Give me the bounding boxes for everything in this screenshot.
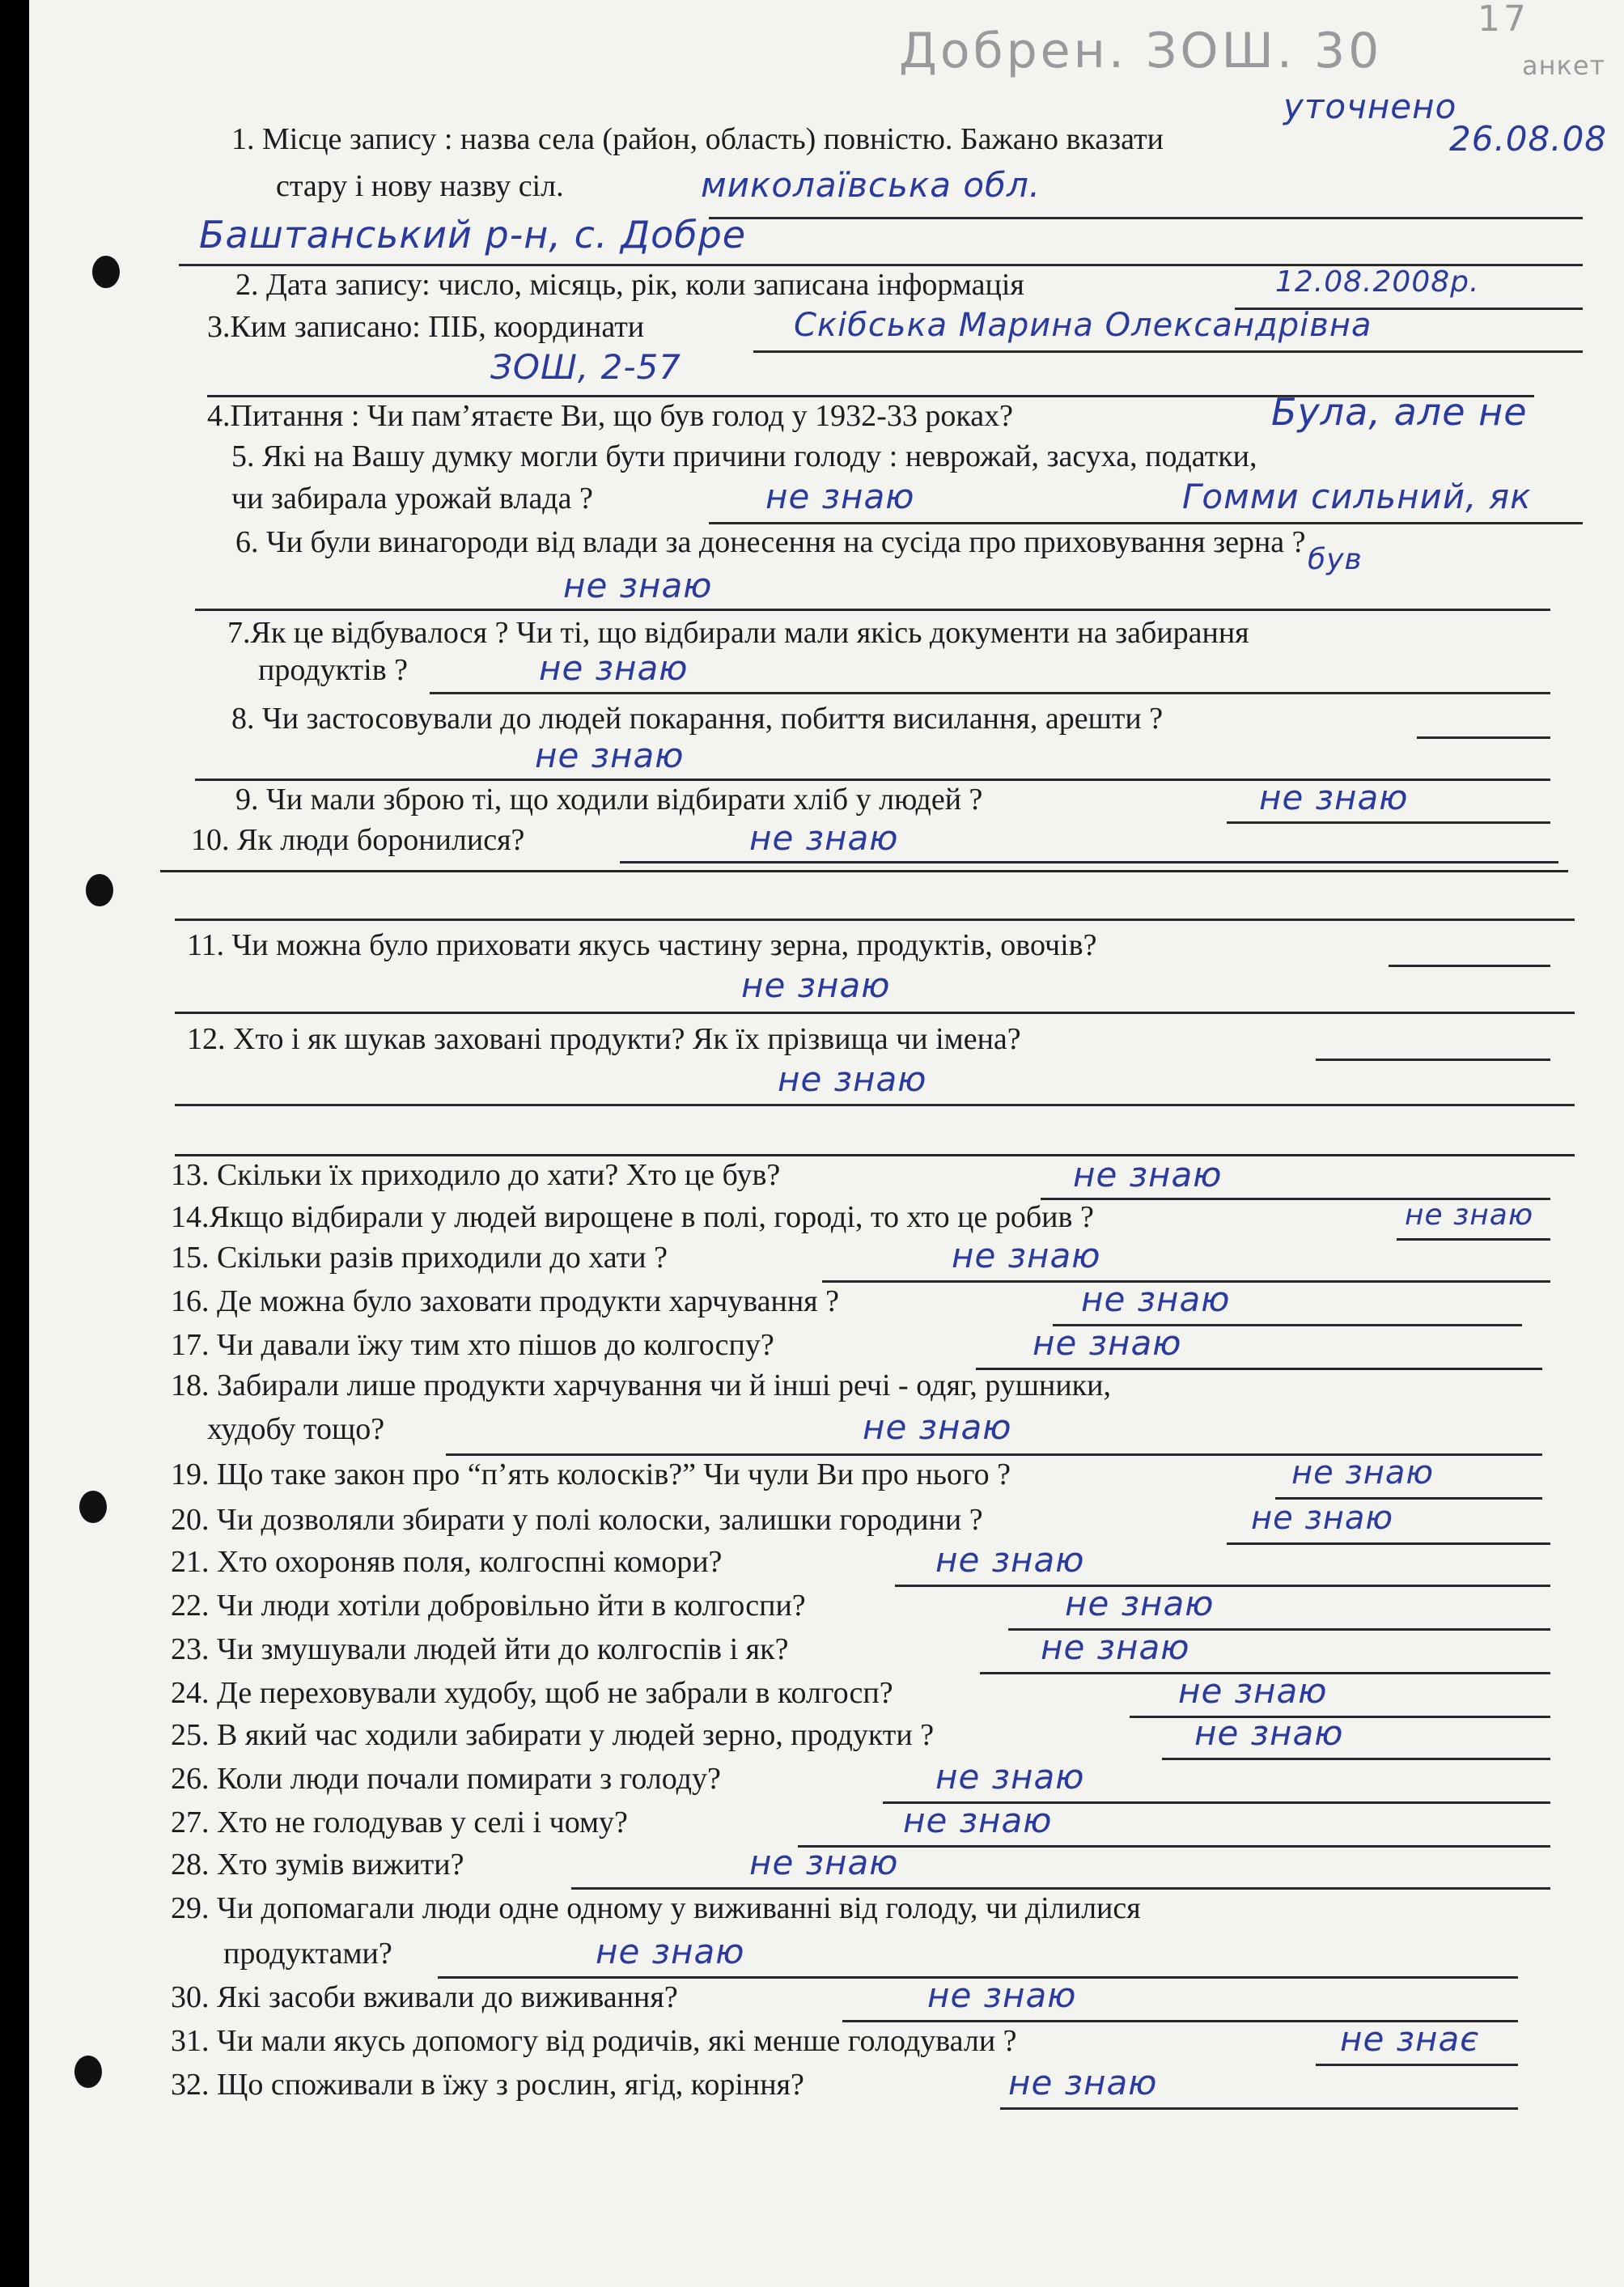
question-30: 30. Які засоби вживали до виживання? xyxy=(171,1980,678,2014)
answer-line xyxy=(1316,2064,1518,2066)
answer-line xyxy=(175,1012,1575,1014)
verified-label: уточнено xyxy=(1283,87,1457,126)
answer-recorder: Скібська Марина Олександрівна xyxy=(794,307,1372,344)
answer-line xyxy=(1227,1542,1550,1545)
question-29-cont: продуктами? xyxy=(223,1937,392,1971)
answer-q5: не знаю xyxy=(765,477,915,516)
answer-date: 12.08.2008р. xyxy=(1275,265,1480,299)
answer-recorder-contact: ЗОШ, 2-57 xyxy=(490,347,681,387)
answer-q6: не знаю xyxy=(563,566,713,605)
answer-line xyxy=(160,870,1568,872)
question-7-cont: продуктів ? xyxy=(258,653,409,687)
question-22: 22. Чи люди хотіли добровільно йти в колгоспи? xyxy=(171,1589,806,1623)
punch-hole xyxy=(79,1491,107,1523)
question-21: 21. Хто охороняв поля, колгоспні комори? xyxy=(171,1545,723,1579)
archive-code: Добрен. ЗОШ. 30 xyxy=(899,23,1383,79)
punch-hole xyxy=(74,2056,102,2088)
question-12: 12. Хто і як шукав заховані продукти? Як їх прізвища чи імена? xyxy=(187,1022,1021,1056)
question-7: 7.Як це відбувалося ? Чи ті, що відбирали мали якісь документи на забирання xyxy=(227,616,1249,650)
question-28: 28. Хто зумів вижити? xyxy=(171,1848,464,1882)
question-10: 10. Як люди боронилися? xyxy=(191,823,525,857)
answer-q18: не знаю xyxy=(863,1407,1012,1447)
question-25: 25. В який час ходили забирати у людей зерно, продукти ? xyxy=(171,1718,935,1752)
answer-region: миколаївська обл. xyxy=(701,165,1041,205)
answer-q16: не знаю xyxy=(1081,1279,1231,1319)
answer-q5-extra: Гомми сильний, як xyxy=(1182,477,1532,516)
answer-line xyxy=(753,350,1583,353)
answer-q11: не знаю xyxy=(741,965,891,1005)
answer-line xyxy=(1000,2107,1518,2110)
question-4: 4.Питання : Чи пам’ятаєте Ви, що був голод у 1932-33 роках? xyxy=(207,399,1013,433)
answer-q10: не знаю xyxy=(749,818,899,858)
answer-line xyxy=(175,1104,1575,1106)
answer-q27: не знаю xyxy=(903,1801,1053,1840)
question-19: 19. Що таке закон про “п’ять колосків?” Чи чули Ви про нього ? xyxy=(171,1457,1011,1491)
question-11: 11. Чи можна було приховати якусь частину зерна, продуктів, овочів? xyxy=(187,928,1097,962)
question-6: 6. Чи були винагороди від влади за донесення на сусіда про приховування зерна ? xyxy=(235,525,1306,559)
question-5: 5. Які на Вашу думку могли бути причини голоду : неврожай, засуха, податки, xyxy=(231,439,1257,473)
question-17: 17. Чи давали їжу тим хто пішов до колгоспу? xyxy=(171,1328,774,1362)
question-2: 2. Дата запису: число, місяць, рік, коли записана інформація xyxy=(235,268,1024,302)
answer-line xyxy=(1397,1238,1550,1241)
answer-q21: не знаю xyxy=(935,1540,1085,1580)
answer-q19: не знаю xyxy=(1291,1454,1435,1491)
verified-date: 26.08.08 xyxy=(1449,119,1608,159)
question-26: 26. Коли люди почали помирати з голоду? xyxy=(171,1762,721,1796)
answer-q29: не знаю xyxy=(596,1932,745,1971)
question-14: 14.Якщо відбирали у людей вирощене в полі, городі, то хто це робив ? xyxy=(171,1200,1094,1234)
question-23: 23. Чи змушували людей йти до колгоспів і як? xyxy=(171,1632,789,1666)
answer-q26: не знаю xyxy=(935,1757,1085,1797)
question-24: 24. Де переховували худобу, щоб не забрали в колгосп? xyxy=(171,1676,893,1710)
answer-line xyxy=(895,1585,1550,1587)
answer-line xyxy=(175,1154,1575,1156)
question-1-cont: стару і нову назву сіл. xyxy=(276,169,564,203)
answer-q14: не знаю xyxy=(1405,1199,1534,1232)
answer-q8: не знаю xyxy=(535,736,685,775)
question-5-cont: чи забирала урожай влада ? xyxy=(231,482,593,516)
question-20: 20. Чи дозволяли збирати у полі колоски, залишки городини ? xyxy=(171,1503,983,1537)
answer-line xyxy=(195,609,1550,611)
question-13: 13. Скільки їх приходило до хати? Хто це був? xyxy=(171,1158,781,1192)
questionnaire-page xyxy=(29,0,1624,2287)
answer-q4: Була, але не xyxy=(1271,390,1528,434)
punch-hole xyxy=(92,256,120,288)
answer-line xyxy=(571,1887,1550,1890)
answer-line xyxy=(709,217,1583,219)
answer-q22: не знаю xyxy=(1065,1584,1215,1623)
question-32: 32. Що споживали в їжу з рослин, ягід, коріння? xyxy=(171,2068,804,2102)
answer-q24: не знаю xyxy=(1178,1671,1328,1711)
punch-hole xyxy=(86,874,113,906)
answer-q13: не знаю xyxy=(1073,1155,1223,1194)
survey-word: анкет xyxy=(1522,50,1606,81)
answer-q7: не знаю xyxy=(539,648,689,688)
answer-q9: не знаю xyxy=(1259,778,1409,817)
question-29: 29. Чи допомагали люди одне одному у виживанні від голоду, чи ділилися xyxy=(171,1891,1141,1925)
answer-line xyxy=(798,1845,1550,1848)
answer-line xyxy=(620,861,1558,863)
survey-number: 17 xyxy=(1478,0,1529,40)
question-27: 27. Хто не голодував у селі і чому? xyxy=(171,1805,628,1839)
question-18-cont: худобу тощо? xyxy=(207,1412,385,1446)
answer-q5-extra-2: був xyxy=(1308,543,1363,576)
answer-q32: не знаю xyxy=(1008,2063,1158,2102)
answer-q15: не знаю xyxy=(952,1236,1101,1275)
answer-q17: не знаю xyxy=(1032,1323,1182,1363)
answer-line xyxy=(1316,1059,1550,1061)
answer-district-village: Баштанський р-н, с. Добре xyxy=(199,213,747,257)
question-9: 9. Чи мали зброю ті, що ходили відбирати хліб у людей ? xyxy=(235,783,983,817)
question-8: 8. Чи застосовували до людей покарання, побиття висилання, арешти ? xyxy=(231,702,1164,736)
question-1: 1. Місце запису : назва села (район, область) повністю. Бажано вказати xyxy=(231,122,1164,156)
answer-line xyxy=(1417,736,1550,739)
answer-line xyxy=(430,692,1550,694)
answer-line xyxy=(1227,821,1550,824)
answer-q23: не знаю xyxy=(1041,1627,1190,1667)
answer-q20: не знаю xyxy=(1251,1500,1394,1537)
question-15: 15. Скільки разів приходили до хати ? xyxy=(171,1241,668,1275)
answer-q31: не знає xyxy=(1340,2019,1480,2059)
question-3: 3.Ким записано: ПІБ, координати xyxy=(207,310,645,344)
question-18: 18. Забирали лише продукти харчування чи й інші речі - одяг, рушники, xyxy=(171,1368,1111,1402)
answer-q28: не знаю xyxy=(749,1843,899,1882)
answer-line xyxy=(1162,1758,1550,1760)
answer-line xyxy=(175,919,1575,921)
answer-q30: не знаю xyxy=(927,1975,1077,2015)
answer-line xyxy=(1389,965,1550,967)
question-31: 31. Чи мали якусь допомогу від родичів, які менше голодували ? xyxy=(171,2024,1017,2058)
question-16: 16. Де можна було заховати продукти харчування ? xyxy=(171,1284,840,1318)
answer-q25: не знаю xyxy=(1194,1713,1344,1753)
answer-q12: не знаю xyxy=(778,1059,927,1099)
